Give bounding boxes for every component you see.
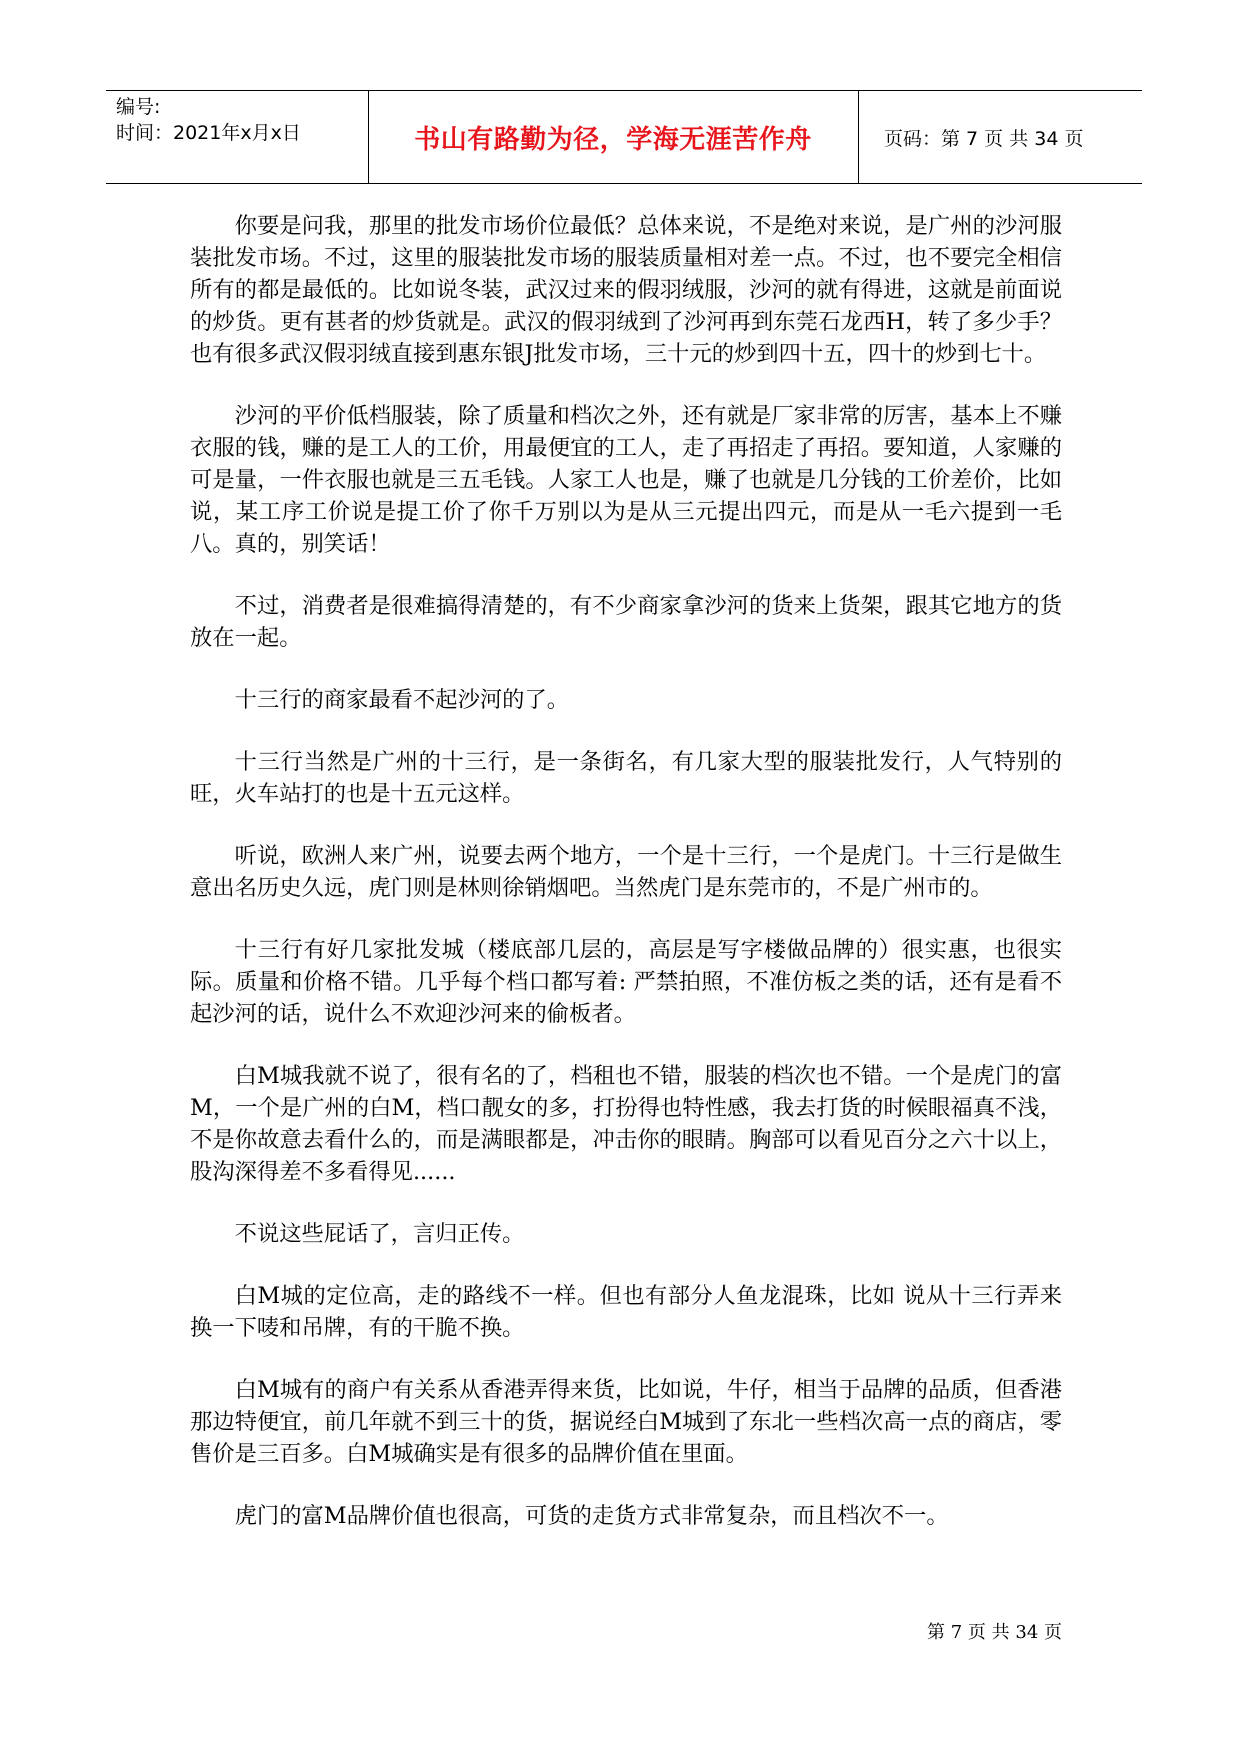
header-page-number: 页码：第 7 页 共 34 页 [884, 127, 1084, 150]
paragraph: 十三行当然是广州的十三行，是一条街名，有几家大型的服装批发行，人气特别的旺，火车站打的也是十五元这样。 [190, 749, 1062, 807]
paragraph: 沙河的平价低档服装，除了质量和档次之外，还有就是厂家非常的厉害，基本上不赚衣服的钱，赚的是工人的工价，用最便宜的工人，走了再招走了再招。要知道，人家赚的可是量，一件衣服也就是三五毛钱。人家工人也是，赚了也就是几分钱的工价差价，比如说，某工序工价说是提工价了你千万别以为是从三元提出四元，而是从一毛六提到一毛八。真的，别笑话！ [190, 403, 1062, 557]
page-header [106, 90, 1142, 184]
header-divider [858, 91, 859, 183]
header-info [116, 91, 366, 183]
document-time-label: 时间：2021年x月x日 [116, 122, 301, 144]
paragraph: 不说这些屁话了，言归正传。 [234, 1221, 525, 1247]
paragraph: 白M城我就不说了，很有名的了，档租也不错，服装的档次也不错。一个是虎门的富M，一个是广州的白M，档口靓女的多，打扮得也特性感，我去打货的时候眼福真不浅，不是你故意去看什么的，而是满眼都是，冲击你的眼睛。胸部可以看见百分之六十以上，股沟深得差不多看得见...... [190, 1063, 1062, 1185]
page-footer-number: 第 7 页 共 34 页 [927, 1622, 1062, 1643]
paragraph: 你要是问我，那里的批发市场价位最低？总体来说，不是绝对来说，是广州的沙河服装批发市场。不过，这里的服装批发市场的服装质量相对差一点。不过，也不要完全相信所有的都是最低的。比如说冬装，武汉过来的假羽绒服，沙河的就有得进，这就是前面说的炒货。更有甚者的炒货就是。武汉的假羽绒到了沙河再到东莞石龙西H，转了多少手？也有很多武汉假羽绒直接到惠东银J批发市场，三十元的炒到四十五，四十的炒到七十。 [190, 213, 1062, 367]
document-number-label: 编号: [116, 96, 161, 118]
paragraph: 不过，消费者是很难搞得清楚的，有不少商家拿沙河的货来上货架，跟其它地方的货放在一起。 [190, 593, 1062, 651]
document-body [190, 210, 1062, 1562]
paragraph: 白M城有的商户有关系从香港弄得来货，比如说，牛仔，相当于品牌的品质，但香港那边特便宜，前几年就不到三十的货，据说经白M城到了东北一些档次高一点的商店，零售价是三百多。白M城确实是有很多的品牌价值在里面。 [190, 1377, 1062, 1467]
paragraph: 十三行有好几家批发城（楼底部几层的，高层是写字楼做品牌的）很实惠，也很实际。质量和价格不错。几乎每个档口都写着: 严禁拍照，不准仿板之类的话，还有是看不起沙河的话，说什么不欢迎沙河来的偷板者。 [190, 937, 1062, 1027]
paragraph: 虎门的富M品牌价值也很高，可货的走货方式非常复杂，而且档次不一。 [234, 1503, 949, 1529]
header-motto: 书山有路勤为径，学海无涯苦作舟 [414, 124, 812, 155]
paragraph: 十三行的商家最看不起沙河的了。 [234, 687, 570, 713]
paragraph: 听说，欧洲人来广州，说要去两个地方，一个是十三行，一个是虎门。十三行是做生意出名历史久远，虎门则是林则徐销烟吧。当然虎门是东莞市的，不是广州市的。 [190, 843, 1062, 901]
paragraph: 白M城的定位高，走的路线不一样。但也有部分人鱼龙混珠，比如 说从十三行弄来换一下唛和吊牌，有的干脆不换。 [190, 1283, 1062, 1341]
